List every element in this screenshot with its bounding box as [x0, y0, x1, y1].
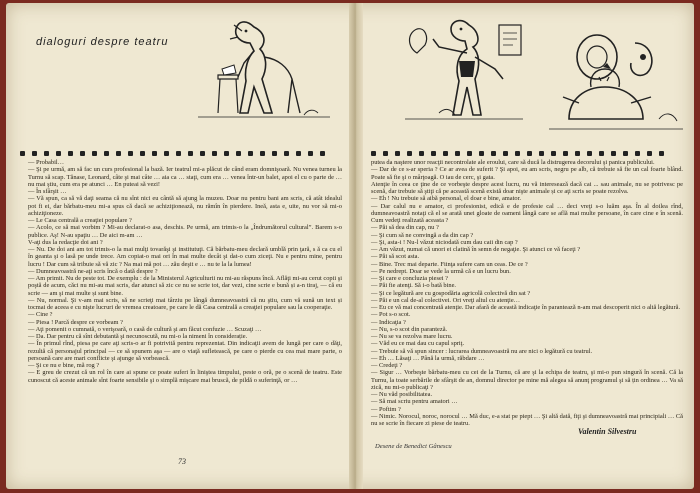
- paragraph: — Şi pe urmă, am să fac un curs profesional la bază. Ier teatrul mi-a plăcut de când eram domnişoară. Nu venea turneu la Turnu să scap. Tănase, Leonard, câte şi mai câte … aia ca … staţi, cum era … venea într-un balet, apoi el cu o parte de … nu mai ştiu, cum era pe atunci … En puteai să vezi!: [28, 166, 342, 188]
- paragraph: — Credeţi ?: [371, 362, 403, 369]
- paragraph: — Dumneavoastră ne-aţi scris încă o dată despre ?: [28, 267, 158, 275]
- paragraph: — Păi să scot asta.: [371, 253, 420, 261]
- paragraph: — Acolo, ce să mai vorbim ? Mi-au declarat-o asa, deschis. Pe urmă, am trimis-o la „Îndrumătorul cultural”. Barem s-o publice. Aş! N-au spaţiu … De aici m-am …: [28, 224, 342, 239]
- paragraph: — Dar calul nu e amator, ci profesionist, edică e de profesie cal … deci vreţi s-o luăm aşa. În al doilea rînd, dumneavoastră notaţi că el se arată unei gloate de oameni lângă care se află mai multe persoane, în care cine e în scenă. Cum vedeţi realizată aceasta ?: [371, 202, 683, 224]
- paragraph: — Nu, normal. Şi v-am mai scris, să ne scrieţi mai târziu pe lângă dumneavoastră că nu ştiu, cum vă sună un text și tocmai de aceea e cu nişte lucruri de vremea creatoare, pe care le dă Casa centrală a creaţiei populare sau la cooperaţie.: [28, 296, 342, 311]
- paragraph: — Nu se va rezolva mare lucru.: [371, 333, 453, 340]
- paragraph: putea da naştere unor reacţii necontrolate ale eroului, care să ducă la distrugerea decorului şi panica publicului.: [371, 159, 655, 166]
- paragraph: — În sfârşit …: [28, 188, 67, 195]
- paragraph: — Pot s-o scot.: [371, 311, 411, 319]
- paragraph: — Şi care e concluzia piesei ?: [371, 275, 449, 282]
- paragraph: — Am primit. Nu de peste tot. De exemplu : de la Ministerul Agriculturii nu mi-au răspuns încă. Aflăţi mi-au cerut copii şi poştă de acum, căci nu mi-au mai scris, dar atunci să zic ce nu se scrie tot, dar vezi, cine scrie e bună și a-n tiraj, — că eu scrie — am şi mai multe și sunt bine.: [28, 275, 342, 297]
- paragraph: — Păi fie atenţi. Să i-o bată bine.: [371, 282, 457, 290]
- paragraph: — Probabil…: [28, 159, 65, 166]
- paragraph: — Văd eu ce mai dau cu capul spriţ.: [371, 340, 465, 348]
- paragraph: — Şi ce nu e bine, mă rog ?: [28, 362, 100, 369]
- paragraph: — Indicaţia ?: [371, 318, 406, 326]
- paragraph: — Eu ce vă mai concentrată atenţie. Dar afară de această indicaţie în parantează n-am mai descoperit nici o altă legătură.: [371, 304, 681, 311]
- paragraph: — Nu, s-o scot din paranteză.: [371, 325, 448, 333]
- paragraph: — Păi e un cal de-al colectivei. Ori vreţi altul cu atenţie…: [371, 296, 521, 304]
- paragraph: — Eh ! Nu trebuie să aibă personal, el doar e bine, amator.: [371, 195, 521, 203]
- paragraph: — Da. Dar pentru că sînt debutantă şi necunoscută, nu mi-o la nimeni în considerație.: [28, 333, 248, 340]
- paragraph: — Pe nedrept. Doar se vede la urmă că e un lucru bun.: [371, 267, 511, 275]
- paragraph: — Eh … Lăsaţi … Până la urmă, răbdare …: [371, 354, 485, 362]
- perforation-divider: [371, 150, 664, 156]
- paragraph: — Dar de ce s-ar speria ? Ce ar avea de suferit ? Şi apoi, eu am scris, negru pe alb, că trebuie să fie un cal foarte blând. Poate să fie şi o mârţoagă. O iau de cerc, şi gata.: [371, 166, 683, 181]
- paragraph: — Trebuie să vă spun sincer : lucrarea dumneavoastră nu are nici o legătură cu teatrul.: [371, 347, 593, 355]
- paragraph: — Şi, asta-i ! Nu-l văzut niciodată cum dau caii din cap ?: [371, 238, 518, 246]
- paragraph: — Piesa ! Parcă despre ce vorbeam ?: [28, 318, 123, 326]
- paragraph: — Nimic. Norocul, noroc, norocul … Mă duc, e-a stat pe piept … Şi altă dată, fiţi şi dumneavoastră mai principiali … Că nu se scrie în fiecare zi piese de teatru.: [371, 412, 683, 427]
- right-page: [363, 3, 694, 489]
- book-spread: [6, 3, 694, 489]
- paragraph: — Le Casa centrală a creaţiei populare ?: [28, 217, 132, 224]
- paragraph: — În primul rînd, piesa pe care aţi scris-o ar fi potrivită pentru reprezentat. Din indicaţii avem de lungă per care o dăţi, rezultă că personajul principal — ce să spunem aşa — are o viaţă sufletească, pe care o pierde cu cea mai mare parte, o persoană care are mari conflicte şi ajunge să vorbească.: [28, 340, 342, 362]
- perforation-divider: [20, 150, 325, 156]
- paragraph: — Şi cum să ne convingă a da din cap ?: [371, 231, 474, 239]
- paragraph: — Şi ce legătură are cu gospodăria agricolă colectivă din sat ?: [371, 289, 531, 297]
- illustration-fallen-horse: [539, 23, 689, 143]
- left-page: [6, 3, 349, 489]
- section-title: dialoguri despre teatru: [36, 36, 169, 48]
- paragraph: Atenţie în ceea ce ţine de ce vorbeşte despre acest lucru, nu vă interesează dacă cai ... sau animale, nu se potrivesc pe scenă, dar trebuie să ştiţi că pe această scenă există doar nişte animale și ce aţi scris se poate rezolva.: [371, 180, 683, 195]
- paragraph: — Bine. Trec mai departe. Fiinţa sufere cam un ceas. De ce ?: [371, 260, 528, 268]
- right-text-column: [371, 159, 683, 427]
- illustration-horse-actor: [399, 17, 529, 127]
- paragraph: — Să mai scriu pentru amatori …: [371, 398, 458, 406]
- paragraph: — Cine ?: [28, 311, 53, 319]
- left-text-column: [28, 159, 342, 449]
- paragraph: V-aţi dus la redacţie doi ani ?: [28, 238, 103, 246]
- illustration-credit: Desene de Benedict Gânescu: [375, 443, 452, 450]
- paragraph: — Aţi pomenit o cumnată, o verişoară, o casă de cultură şi am făcut confuzie … Scuzaţi …: [28, 325, 262, 333]
- paragraph: — Vă spun, ca să vă daţi seama că nu sînt nici eu cântă să ajung la muzeu. Doar nu pentru bani am scris, că atât idealul pot fi ei, dar bărbatu-meu mi-a spus că dacă se achiziţionează, nu rămîn în pierdere. Ineă, asta e, uite, nu vor să mi-o achiziţioneze.: [28, 195, 342, 217]
- paragraph: — Sigur … Vorbeşte bărbatu-meu cu cei de la Turnu, că are şi la echipa de teatru, şi mi-o pun singură în scenă. Că la Turnu, la toate serbările de sfârşit de an, domnul director pe mine mă alegea să anunţ programul şi să țin ordinea … Va să zică, nu mi-o publicaţi ?: [371, 369, 683, 391]
- page-number: 73: [178, 457, 186, 466]
- paragraph: — E greu de crezut că un rol în care ai spune ce poate suferi în liniştea timpului, peste o oră, pe o scenă de teatru. Este cunoscut că aceste animale sînt foarte sensibile şi o simplă mişcare mai bruscă, de pildă o suferinţă, or …: [28, 369, 342, 384]
- paragraph: — Poftim ?: [371, 405, 401, 413]
- paragraph: — Nu văd posibilitatea.: [371, 391, 433, 398]
- paragraph: — Am văzut, numai că unori ei clatină în semn de negaţie. Şi atunci ce vă faceţi ?: [371, 246, 581, 253]
- author-signature: Valentin Silvestru: [578, 427, 637, 436]
- illustration-horse-writer: [194, 17, 334, 127]
- paragraph: — Păi să dea din cap, nu ?: [371, 224, 439, 232]
- paragraph: — Nu. De doi ani am tot trimis-o la mai mulţi tovarăşi şi institutuţi. Că bărbatu-meu declară umblă prin ţară, s ă ca cu el în geanta şi o lasă pe unde trece. Am copiat-o mai ori în mai multe decât şi dat-o cum ziceţi. Nu e pentru mine, pentru lucru ! Dar cum să tribuie să vă zic ? Na mai mă pot … zău deşit e … nu te la la lumea!: [28, 246, 342, 268]
- book-gutter: [349, 3, 363, 489]
